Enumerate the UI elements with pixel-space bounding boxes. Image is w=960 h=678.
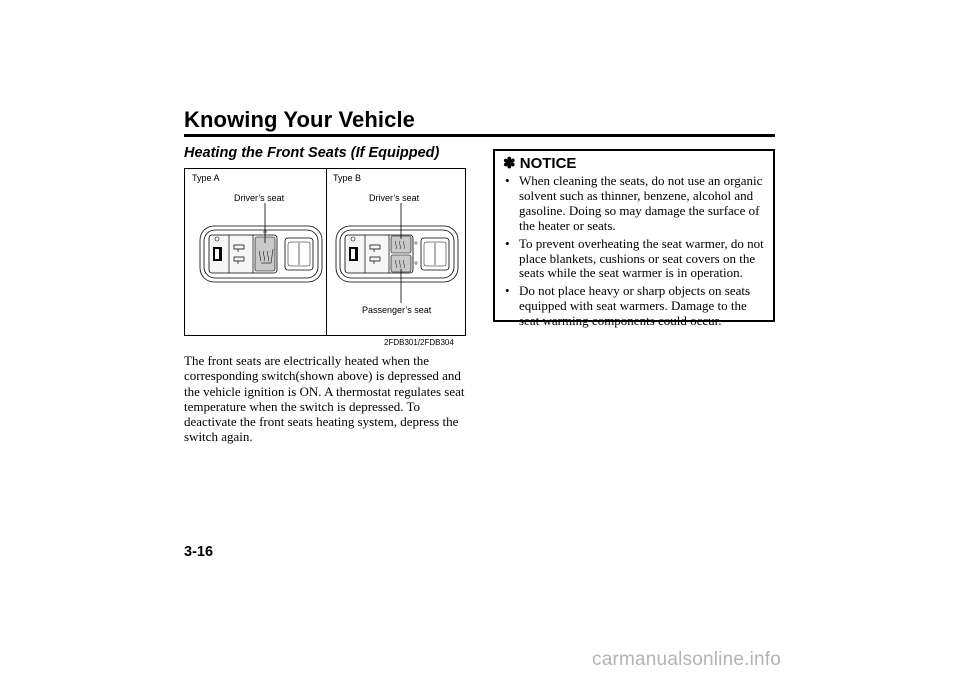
type-b-label: Type B: [333, 173, 362, 183]
notice-item-text: When cleaning the seats, do not use an organic solvent such as thinner, benzene, alcohol and gasoline. Doing so may damage the surface of the heater or seats.: [519, 173, 763, 233]
page-number: 3-16: [184, 544, 214, 560]
notice-list: [503, 174, 769, 332]
type-a-label: Type A: [192, 173, 220, 183]
watermark: carmanualsonline.info: [592, 649, 782, 670]
bullet-icon: •: [505, 283, 510, 299]
notice-item-text: Do not place heavy or sharp objects on seats equipped with seat warmers. Damage to the seat warming components could occur.: [519, 283, 751, 329]
notice-heading: [503, 154, 576, 172]
type-b-driver-label: Driver’s seat: [369, 193, 420, 203]
figure-code: 2FDB301/2FDB304: [384, 338, 454, 347]
notice-item: [503, 174, 769, 234]
type-b-driver-leader-line: [400, 203, 404, 239]
notice-star-icon: ✽: [503, 155, 516, 172]
seat-switch-figure: [184, 168, 466, 336]
bullet-icon: •: [505, 235, 510, 251]
type-b-switch-panel-icon: [335, 225, 459, 283]
figure-divider: [326, 169, 327, 335]
notice-title: NOTICE: [519, 155, 577, 172]
type-a-driver-leader-line: [264, 203, 268, 243]
title-rule: [184, 134, 775, 137]
notice-item: [503, 284, 769, 329]
section-title: Knowing Your Vehicle: [184, 107, 416, 132]
notice-item: [503, 237, 769, 282]
notice-box: [493, 149, 775, 329]
type-a-switch-panel-icon: [199, 225, 323, 283]
type-b-passenger-leader-line: [400, 269, 404, 303]
type-b-passenger-label: Passenger’s seat: [362, 305, 432, 315]
bullet-icon: •: [505, 173, 510, 188]
notice-item-text: To prevent overheating the seat warmer, do not place blankets, cushions or seat covers on the seats while the seat warmer is in operation.: [519, 235, 764, 281]
body-paragraph: The front seats are electrically heated when the corresponding switch(shown above) is depressed and the vehicle ignition is ON. A thermostat regulates seat temperature when the switch is depressed. To deactivate the front seats heating system, depress the switch again.: [184, 353, 465, 445]
subsection-title: Heating the Front Seats (If Equipped): [184, 145, 440, 161]
type-a-driver-label: Driver’s seat: [234, 193, 285, 203]
